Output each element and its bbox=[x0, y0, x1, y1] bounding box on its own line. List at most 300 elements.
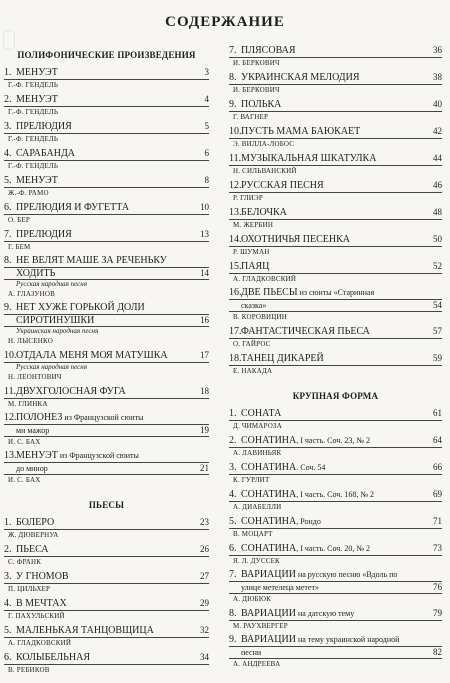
entry-title-continuation bbox=[4, 268, 209, 280]
entry-title-text: ОТДАЛА МЕНЯ МОЯ МАТУШКА bbox=[16, 350, 168, 361]
toc-entry-heading bbox=[4, 201, 209, 215]
composer-name: И. С. БАХ bbox=[8, 476, 41, 484]
entry-title-text: ПЬЕСА bbox=[16, 544, 49, 555]
composer-name: А. ЛАВИНЬЯК bbox=[233, 449, 282, 457]
entry-number: 7. bbox=[4, 229, 12, 240]
toc-entry[interactable] bbox=[4, 543, 209, 567]
subtitle-text: песни bbox=[241, 648, 262, 657]
page-number: 64 bbox=[433, 435, 442, 445]
entry-number: 8. bbox=[4, 255, 12, 266]
entry-title-text: СОНАТИНА bbox=[241, 543, 297, 554]
entry-title-text: СОНАТИНА bbox=[241, 489, 297, 500]
composer-name: И. С. БАХ bbox=[8, 438, 41, 446]
entry-title bbox=[16, 652, 200, 664]
entry-title bbox=[241, 353, 433, 365]
entry-number: 18. bbox=[229, 353, 242, 364]
toc-entry-heading bbox=[4, 174, 209, 188]
composer-name: К. ГУРЛИТ bbox=[233, 476, 270, 484]
toc-entry-heading bbox=[4, 543, 209, 557]
entry-title-suffix: на датскую тему bbox=[295, 609, 355, 618]
entry-title-text: КОЛЫБЕЛЬНАЯ bbox=[16, 652, 91, 663]
page-number: 73 bbox=[433, 543, 442, 553]
entry-number: 9. bbox=[229, 634, 237, 645]
entry-title-text: МЕНУЭТ bbox=[16, 175, 58, 186]
entry-title bbox=[16, 625, 200, 637]
page-number: 32 bbox=[200, 625, 209, 635]
entry-title bbox=[241, 153, 433, 165]
entry-title bbox=[16, 571, 200, 583]
composer-name: Я. Л. ДУССЕК bbox=[233, 557, 280, 565]
entry-title bbox=[16, 255, 209, 267]
entry-title-text: БОЛЕРО bbox=[16, 517, 55, 528]
entry-subtitle bbox=[4, 425, 209, 437]
composer-name: И. БЕРКОВИЧ bbox=[233, 59, 280, 67]
toc-entry-heading bbox=[229, 260, 442, 274]
toc-entry[interactable] bbox=[229, 325, 442, 349]
page-number: 13 bbox=[200, 229, 209, 239]
toc-entry[interactable] bbox=[4, 302, 209, 346]
toc-entry-heading bbox=[229, 152, 442, 166]
entry-number: 10. bbox=[229, 126, 242, 137]
entry-number: 5. bbox=[4, 175, 12, 186]
entry-title bbox=[16, 386, 200, 398]
entry-title bbox=[16, 121, 205, 133]
composer-name: Г. ВАГНЕР bbox=[233, 113, 269, 121]
toc-entry-heading bbox=[229, 488, 442, 502]
composer-name: А. ГЛАДКОВСКИЙ bbox=[233, 275, 297, 283]
toc-entry-heading bbox=[229, 352, 442, 366]
entry-title-suffix: , Рондо bbox=[296, 517, 321, 526]
toc-entry-heading bbox=[4, 349, 209, 363]
composer-name: Ж. ДЮВЕРНУА bbox=[8, 531, 59, 539]
entry-title-suffix: на русскую песню «Вдоль по bbox=[295, 570, 398, 579]
composer-name: М. РАУХВЕРГЕР bbox=[233, 622, 288, 630]
subtitle-text: ми мажор bbox=[16, 426, 50, 435]
page-number: 52 bbox=[433, 261, 442, 271]
toc-entry[interactable] bbox=[229, 407, 442, 431]
entry-title bbox=[16, 350, 200, 362]
entry-title bbox=[241, 99, 433, 111]
toc-entry-heading bbox=[4, 450, 209, 463]
section-title: ПОЛИФОНИЧЕСКИЕ ПРОИЗВЕДЕНИЯ bbox=[17, 50, 196, 60]
entry-title-text: СОНАТИНА bbox=[241, 435, 297, 446]
toc-entry-heading bbox=[229, 515, 442, 529]
entry-number: 2. bbox=[229, 435, 237, 446]
toc-entry-heading bbox=[229, 434, 442, 448]
entry-title bbox=[16, 229, 200, 241]
entry-number: 10. bbox=[4, 350, 17, 361]
page-number: 48 bbox=[433, 207, 442, 217]
toc-entry-heading bbox=[229, 542, 442, 556]
page-number: 16 bbox=[200, 315, 209, 325]
page-number: 26 bbox=[200, 544, 209, 554]
page-number: 18 bbox=[200, 386, 209, 396]
toc-entry-heading bbox=[4, 66, 209, 80]
page-number: 21 bbox=[200, 463, 209, 473]
toc-entry[interactable] bbox=[4, 597, 209, 621]
toc-entry[interactable] bbox=[4, 624, 209, 648]
toc-entry-heading bbox=[229, 287, 442, 300]
entry-title-text: ВАРИАЦИИ bbox=[241, 569, 296, 580]
subtitle-text: улице метелеца метет» bbox=[241, 583, 319, 592]
page-number: 61 bbox=[433, 408, 442, 418]
composer-name: Д. ЧИМАРОЗА bbox=[233, 422, 282, 430]
entry-number: 1. bbox=[229, 408, 237, 419]
entry-title-suffix: из Французской сюиты bbox=[62, 413, 144, 422]
entry-number: 2. bbox=[4, 544, 12, 555]
toc-entry-heading bbox=[4, 228, 209, 242]
page-number: 34 bbox=[200, 652, 209, 662]
composer-name: И. БЕРКОВИЧ bbox=[233, 86, 280, 94]
entry-title bbox=[241, 462, 433, 474]
toc-entry[interactable] bbox=[229, 488, 442, 512]
toc-entry[interactable] bbox=[229, 607, 442, 631]
composer-name: Р. ШУМАН bbox=[233, 248, 270, 256]
page-number: 50 bbox=[433, 234, 442, 244]
entry-number: 7. bbox=[229, 45, 237, 56]
section-title: ПЬЕСЫ bbox=[88, 500, 125, 510]
composer-name: О. ГАЙРОС bbox=[233, 340, 271, 348]
toc-entry-heading bbox=[229, 634, 442, 647]
composer-name: А. ДЮБЮК bbox=[233, 595, 272, 603]
entry-title-text: ПРЕЛЮДИЯ bbox=[16, 121, 72, 132]
composer-name: Е. НАКАДА bbox=[233, 367, 273, 375]
toc-entry-heading bbox=[4, 147, 209, 161]
entry-number: 1. bbox=[4, 517, 12, 528]
page-number: 44 bbox=[433, 153, 442, 163]
entry-title bbox=[241, 608, 433, 620]
entry-title-suffix: из Французской сюиты bbox=[57, 451, 139, 460]
entry-number: 3. bbox=[229, 462, 237, 473]
page-number: 36 bbox=[433, 45, 442, 55]
entry-number: 3. bbox=[4, 571, 12, 582]
page-number: 10 bbox=[200, 202, 209, 212]
entry-title bbox=[241, 489, 433, 501]
entry-note: Русская народная песня bbox=[16, 363, 87, 371]
toc-entry-heading bbox=[4, 93, 209, 107]
entry-title-text: БЕЛОЧКА bbox=[241, 207, 287, 218]
toc-entry[interactable] bbox=[229, 98, 442, 122]
entry-note: Русская народная песня bbox=[16, 280, 87, 288]
entry-title bbox=[241, 180, 433, 192]
page-number: 4 bbox=[204, 94, 209, 104]
toc-entry[interactable] bbox=[4, 228, 209, 252]
composer-name: Г. БЕМ bbox=[8, 243, 31, 251]
composer-name: Г.-Ф. ГЕНДЕЛЬ bbox=[8, 81, 59, 89]
subtitle-text: сказка» bbox=[241, 301, 267, 310]
page-number: 42 bbox=[433, 126, 442, 136]
toc-entry[interactable] bbox=[4, 412, 209, 447]
toc-entry[interactable] bbox=[229, 352, 442, 376]
composer-name: А. ГЛАДКОВСКИЙ bbox=[8, 639, 72, 647]
toc-entry[interactable] bbox=[229, 569, 442, 604]
page-number: 54 bbox=[433, 300, 442, 310]
page-number: 69 bbox=[433, 489, 442, 499]
entry-title bbox=[241, 516, 433, 528]
entry-title-text: ДВЕ ПЬЕСЫ bbox=[241, 287, 298, 298]
toc-entry-heading bbox=[229, 569, 442, 582]
entry-number: 9. bbox=[4, 302, 12, 313]
composer-name: Н. ЛЕОНТОВИЧ bbox=[8, 373, 62, 381]
entry-title bbox=[241, 126, 433, 138]
composer-name: А. ДИАБЕЛЛИ bbox=[233, 503, 282, 511]
entry-title-text: НЕ ВЕЛЯТ МАШЕ ЗА РЕЧЕНЬКУ bbox=[16, 255, 167, 266]
toc-entry-heading bbox=[4, 412, 209, 425]
entry-title-continuation bbox=[4, 315, 209, 327]
entry-title-text: ФАНТАСТИЧЕСКАЯ ПЬЕСА bbox=[241, 326, 370, 337]
entry-title-suffix: на тему украинской народной bbox=[295, 635, 400, 644]
toc-entry[interactable] bbox=[229, 71, 442, 95]
composer-name: О. БЕР bbox=[8, 216, 30, 224]
toc-entry-heading bbox=[229, 71, 442, 85]
entry-title bbox=[241, 326, 433, 338]
entry-title bbox=[241, 45, 433, 57]
composer-name: М. ЖЕРБИН bbox=[233, 221, 274, 229]
entry-title bbox=[16, 175, 205, 187]
left-column bbox=[4, 36, 209, 678]
entry-title-text: ПРЕЛЮДИЯ И ФУГЕТТА bbox=[16, 202, 130, 213]
toc-entry-heading bbox=[4, 385, 209, 399]
right-column bbox=[229, 36, 442, 672]
toc-entry-heading bbox=[4, 255, 209, 268]
toc-entry-heading bbox=[4, 597, 209, 611]
toc-entry[interactable] bbox=[229, 515, 442, 539]
entry-number: 6. bbox=[229, 543, 237, 554]
entry-number: 1. bbox=[4, 67, 12, 78]
entry-title-text: СОНАТИНА bbox=[241, 462, 297, 473]
toc-entry-heading bbox=[229, 206, 442, 220]
entry-title bbox=[241, 234, 433, 246]
entry-title-suffix: из сюиты «Старинная bbox=[297, 288, 375, 297]
toc-entry-heading bbox=[4, 516, 209, 530]
entry-title-text: ПУСТЬ МАМА БАЮКАЕТ bbox=[241, 126, 361, 137]
entry-subtitle bbox=[4, 463, 209, 475]
composer-name: В. РЕБИКОВ bbox=[8, 666, 50, 674]
toc-entry[interactable] bbox=[4, 93, 209, 117]
subtitle-text: до минор bbox=[16, 464, 48, 473]
entry-title bbox=[241, 408, 433, 420]
entry-title bbox=[16, 302, 209, 314]
entry-number: 11. bbox=[229, 153, 242, 164]
entry-number: 12. bbox=[229, 180, 242, 191]
toc-entry[interactable] bbox=[4, 147, 209, 171]
entry-title bbox=[16, 148, 205, 160]
entry-title bbox=[16, 450, 209, 462]
entry-number: 12. bbox=[4, 412, 17, 423]
page-number: 76 bbox=[433, 582, 442, 592]
toc-entry[interactable] bbox=[4, 349, 209, 382]
entry-number: 6. bbox=[4, 202, 12, 213]
toc-entry[interactable] bbox=[229, 206, 442, 230]
entry-title bbox=[16, 67, 205, 79]
entry-title-text: ПАЯЦ bbox=[241, 261, 270, 272]
entry-title bbox=[16, 544, 200, 556]
entry-title bbox=[241, 207, 433, 219]
entry-note: Украинская народная песня bbox=[16, 327, 99, 335]
page-number: 17 bbox=[200, 350, 209, 360]
entry-number: 5. bbox=[4, 625, 12, 636]
toc-entry-heading bbox=[229, 407, 442, 421]
entry-number: 4. bbox=[4, 598, 12, 609]
composer-name: Г.-Ф. ГЕНДЕЛЬ bbox=[8, 135, 59, 143]
entry-title bbox=[241, 287, 442, 299]
toc-entry[interactable] bbox=[229, 44, 442, 68]
entry-title-text: У ГНОМОВ bbox=[16, 571, 69, 582]
toc-entry[interactable] bbox=[229, 152, 442, 176]
entry-number: 4. bbox=[229, 489, 237, 500]
entry-title-text: ВАРИАЦИИ bbox=[241, 634, 296, 645]
page-number: 5 bbox=[204, 121, 209, 131]
composer-name: Г.-Ф. ГЕНДЕЛЬ bbox=[8, 162, 59, 170]
entry-title-text: МЕНУЭТ bbox=[16, 67, 58, 78]
toc-entry[interactable] bbox=[4, 516, 209, 540]
toc-entry[interactable] bbox=[229, 179, 442, 203]
toc-entry[interactable] bbox=[4, 570, 209, 594]
entry-number: 6. bbox=[4, 652, 12, 663]
entry-title bbox=[16, 202, 200, 214]
composer-name: Р. ГЛИЭР bbox=[233, 194, 263, 202]
entry-title-text: ПОЛОНЕЗ bbox=[16, 412, 63, 423]
entry-number: 2. bbox=[4, 94, 12, 105]
entry-number: 8. bbox=[229, 608, 237, 619]
toc-entry[interactable] bbox=[229, 461, 442, 485]
entry-subtitle bbox=[229, 582, 442, 594]
page-number: 57 bbox=[433, 326, 442, 336]
entry-number: 5. bbox=[229, 516, 237, 527]
toc-entry[interactable] bbox=[4, 385, 209, 409]
toc-entry[interactable] bbox=[4, 120, 209, 144]
composer-name: Н. СИЛЬВАНСКИЙ bbox=[233, 167, 297, 175]
entry-title bbox=[241, 72, 433, 84]
entry-title-text: СОНАТИНА bbox=[241, 516, 297, 527]
entry-number: 3. bbox=[4, 121, 12, 132]
entry-number: 14. bbox=[229, 234, 242, 245]
toc-entry[interactable] bbox=[4, 174, 209, 198]
entry-title-text: МАЛЕНЬКАЯ ТАНЦОВЩИЦА bbox=[16, 625, 154, 636]
composer-name: М. ГЛИНКА bbox=[8, 400, 48, 408]
entry-number: 15. bbox=[229, 261, 242, 272]
entry-number: 8. bbox=[229, 72, 237, 83]
toc-entry[interactable] bbox=[229, 260, 442, 284]
entry-title-text: В МЕЧТАХ bbox=[16, 598, 67, 609]
entry-title bbox=[16, 598, 200, 610]
entry-number: 13. bbox=[4, 450, 17, 461]
page-number: 79 bbox=[433, 608, 442, 618]
page-number: 46 bbox=[433, 180, 442, 190]
page-number: 6 bbox=[204, 148, 209, 158]
toc-entry-heading bbox=[4, 302, 209, 315]
entry-title-text: РУССКАЯ ПЕСНЯ bbox=[241, 180, 324, 191]
page-number: 29 bbox=[200, 598, 209, 608]
composer-name: Э. ВИЛЛА-ЛОБОС bbox=[233, 140, 295, 148]
page-number: 82 bbox=[433, 647, 442, 657]
toc-entry-heading bbox=[4, 651, 209, 665]
entry-title-text: САРАБАНДА bbox=[16, 148, 75, 159]
entry-title bbox=[241, 634, 442, 646]
toc-entry-heading bbox=[229, 98, 442, 112]
toc-entry[interactable] bbox=[4, 450, 209, 485]
toc-entry[interactable] bbox=[229, 434, 442, 458]
toc-entry[interactable] bbox=[229, 287, 442, 322]
composer-name: Ж.-Ф. РАМО bbox=[8, 189, 49, 197]
toc-entry-heading bbox=[229, 461, 442, 475]
entry-subtitle bbox=[229, 300, 442, 312]
toc-entry[interactable] bbox=[4, 255, 209, 299]
page-number: 8 bbox=[204, 175, 209, 185]
entry-title-text: ТАНЕЦ ДИКАРЕЙ bbox=[241, 353, 324, 364]
entry-title-text: ПРЕЛЮДИЯ bbox=[16, 229, 72, 240]
composer-name: В. КОРОВИЦИН bbox=[233, 313, 288, 321]
page-number: 3 bbox=[204, 67, 209, 77]
continuation-text: СИРОТИНУШКИ bbox=[16, 315, 95, 326]
page-title: СОДЕРЖАНИЕ bbox=[165, 14, 285, 30]
toc-entry[interactable] bbox=[229, 125, 442, 149]
composer-name: А. АНДРЕЕВА bbox=[233, 660, 281, 668]
entry-title-text: НЕТ ХУЖЕ ГОРЬКОЙ ДОЛИ bbox=[16, 302, 145, 313]
entry-title-text: МЕНУЭТ bbox=[16, 450, 58, 461]
composer-name: Г. ПАХУЛЬСКИЙ bbox=[8, 612, 65, 620]
toc-entry[interactable] bbox=[4, 651, 209, 675]
page-number: 71 bbox=[433, 516, 442, 526]
entry-number: 9. bbox=[229, 99, 237, 110]
entry-number: 16. bbox=[229, 287, 242, 298]
section-title: КРУПНАЯ ФОРМА bbox=[292, 391, 379, 401]
page-number: 59 bbox=[433, 353, 442, 363]
entry-number: 17. bbox=[229, 326, 242, 337]
toc-entry-heading bbox=[229, 325, 442, 339]
page-number: 38 bbox=[433, 72, 442, 82]
entry-title-suffix: , I часть. Соч. 20, № 2 bbox=[296, 544, 370, 553]
toc-entry[interactable] bbox=[4, 201, 209, 225]
toc-entry[interactable] bbox=[229, 634, 442, 669]
page-number: 40 bbox=[433, 99, 442, 109]
entry-title-text: ПОЛЬКА bbox=[241, 99, 282, 110]
page-number: 66 bbox=[433, 462, 442, 472]
toc-entry[interactable] bbox=[4, 66, 209, 90]
entry-title-text: ОХОТНИЧЬЯ ПЕСЕНКА bbox=[241, 234, 351, 245]
toc-entry-heading bbox=[229, 125, 442, 139]
composer-name: Г.-Ф. ГЕНДЕЛЬ bbox=[8, 108, 59, 116]
toc-entry-heading bbox=[229, 607, 442, 621]
entry-title bbox=[241, 543, 433, 555]
entry-title bbox=[241, 435, 433, 447]
toc-entry-heading bbox=[229, 179, 442, 193]
toc-entry-heading bbox=[4, 624, 209, 638]
toc-entry-heading bbox=[229, 233, 442, 247]
toc-entry-heading bbox=[4, 570, 209, 584]
page-number: 14 bbox=[200, 268, 209, 278]
toc-entry[interactable] bbox=[229, 542, 442, 566]
entry-title-text: МЕНУЭТ bbox=[16, 94, 58, 105]
entry-number: 13. bbox=[229, 207, 242, 218]
page-number: 23 bbox=[200, 517, 209, 527]
entry-subtitle bbox=[229, 647, 442, 659]
entry-title-text: УКРАИНСКАЯ МЕЛОДИЯ bbox=[241, 72, 360, 83]
page-number: 19 bbox=[200, 425, 209, 435]
toc-entry[interactable] bbox=[229, 233, 442, 257]
composer-name: В. МОЦАРТ bbox=[233, 530, 273, 538]
entry-title-text: МУЗЫКАЛЬНАЯ ШКАТУЛКА bbox=[241, 153, 377, 164]
entry-number: 11. bbox=[4, 386, 17, 397]
continuation-text: ХОДИТЬ bbox=[16, 268, 56, 279]
composer-name: Н. ЛЫСЕНКО bbox=[8, 337, 53, 345]
entry-number: 7. bbox=[229, 569, 237, 580]
entry-title-suffix: . Соч. 54 bbox=[296, 463, 326, 472]
entry-title bbox=[16, 517, 200, 529]
entry-title-suffix: , I часть. Соч. 168, № 2 bbox=[296, 490, 374, 499]
entry-title-text: ДВУХГОЛОСНАЯ ФУГА bbox=[16, 386, 126, 397]
entry-title-suffix: , I часть. Соч. 23, № 2 bbox=[296, 436, 370, 445]
